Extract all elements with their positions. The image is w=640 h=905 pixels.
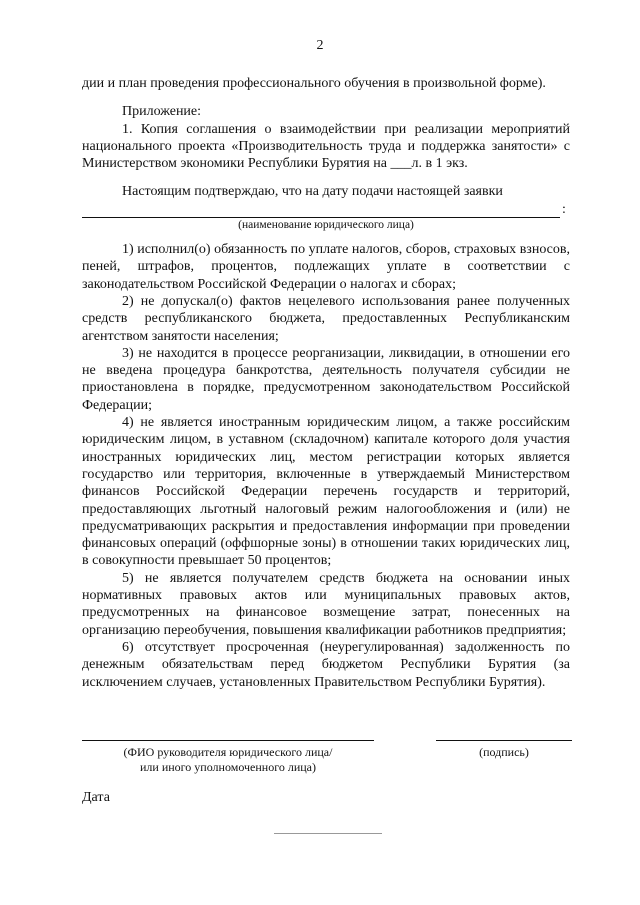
entity-name-line: [82, 201, 570, 218]
name-signature-line: [82, 740, 374, 775]
clause-1: 1) исполнил(о) обязанность по уплате налогов, сборов, страховых взносов, пеней, штрафов, процентов, подлежащих уплате в соответствии с законодательством Российской Федерации о налогах и сборах;: [82, 242, 570, 292]
attachment-heading: Приложение:: [122, 104, 202, 120]
clause-2: 2) не допускал(о) фактов нецелевого использования ранее полученных средств республиканского бюджета, предоставленных Республиканским агентством занятости населения;: [82, 293, 570, 344]
clause-3: 3) не находится в процессе реорганизации, ликвидации, в отношении его не введена процедура банкротства, деятельность получателя субсидии не приостановлена в порядке, предусмотренном законодательством Российской Федерации;: [82, 345, 570, 413]
date-label: Дата: [82, 790, 110, 805]
end-divider: [274, 833, 382, 834]
page-number: 2: [316, 38, 324, 53]
confirmation-text: Настоящим подтверждаю, что на дату подачи настоящей заявки: [122, 184, 503, 200]
intro-continuation: дии и план проведения профессионального обучения в произвольной форме).: [82, 76, 546, 91]
signature-block: [82, 740, 572, 780]
name-caption-line2: или иного уполномоченного лица): [139, 760, 316, 774]
clause-4: 4) не является иностранным юридическим лицом, а также российским юридическим лицом, в уставном (складочном) капитале которого доля участия иностранных юридических лиц, местом регистрации которых является государство или территория, включенные в утверждаемый Министерством финансов Российской Федерации перечень государств и территорий, предоставляющих льготный налоговый режим налогообложения и (или) не предусматривающих раскрытия и предоставления информации при проведении финансовых операций (оффшорные зоны) в отношении таких юридических лиц, в совокупности превышает 50 процентов;: [82, 415, 570, 569]
entity-name-rule: [82, 203, 560, 218]
document-body: [82, 75, 570, 691]
signature-line: [436, 740, 572, 760]
sign-caption: (подпись): [479, 745, 529, 759]
clause-6: 6) отсутствует просроченная (неурегулированная) задолженность по денежным обязательствам перед бюджетом Республики Бурятия (за исключением случаев, установленных Правительством Республики Бурятия).: [82, 639, 570, 690]
entity-colon: :: [562, 201, 566, 217]
clause-5: 5) не является получателем средств бюджета на основании иных нормативных правовых актов или муниципальных правовых актов, предусмотренных на финансовое возмещение затрат, понесенных на организацию переобучения, повышения квалификации работников предприятия;: [82, 570, 570, 638]
name-caption-line1: (ФИО руководителя юридического лица/: [123, 745, 333, 759]
entity-caption: (наименование юридического лица): [238, 219, 414, 232]
attachment-item: 1. Копия соглашения о взаимодействии при реализации мероприятий национального проекта «Производительность труда и поддержка занятости» с Министерством экономики Республики Бурятия на ___л. в 1 экз.: [82, 121, 570, 172]
